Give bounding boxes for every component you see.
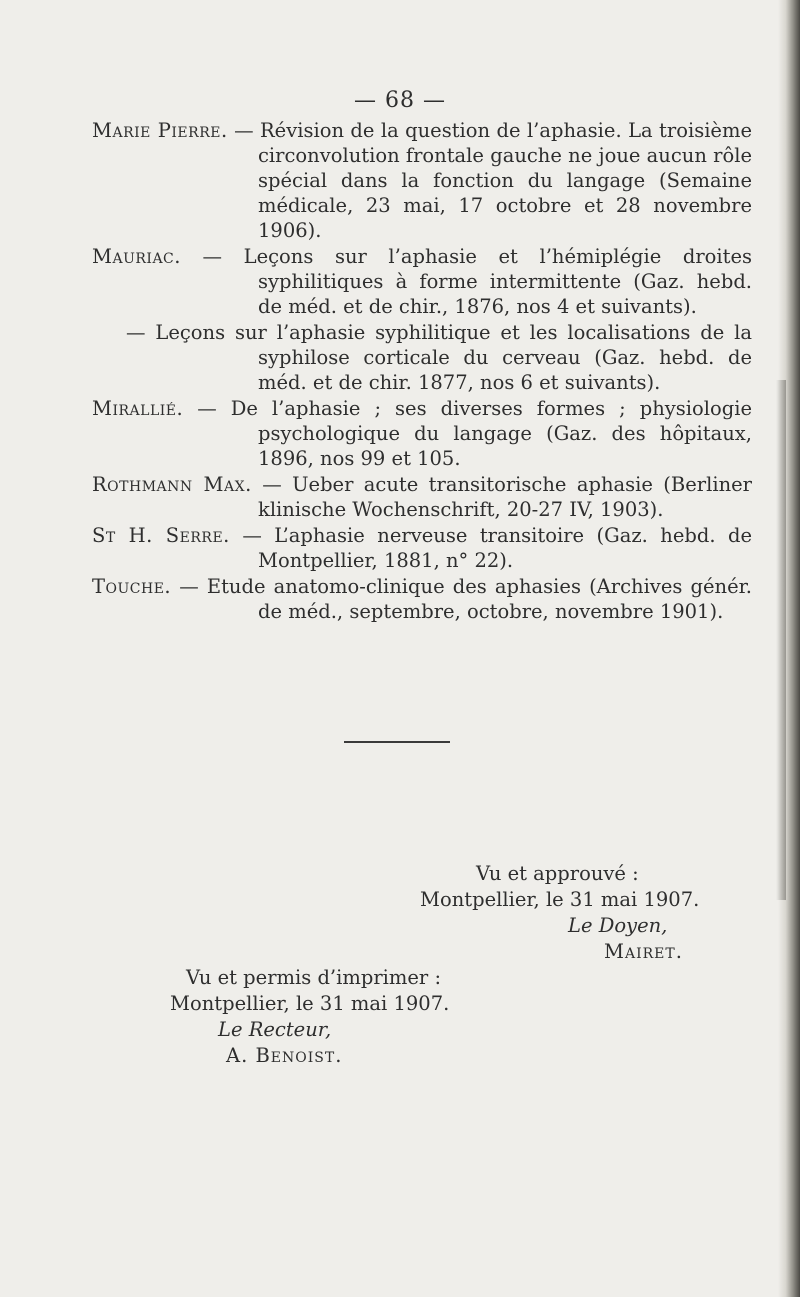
bibliography-entry <box>92 320 752 395</box>
bibliography-list <box>92 118 752 625</box>
entry-text: — L’aphasie nerveuse transitoire (Gaz. hebd. de Montpellier, 1881, n° 22). <box>229 524 752 572</box>
bibliography-entry <box>92 472 752 522</box>
entry-text: — Ueber acute transitorische aphasie (Berliner klinische Wochenschrift, 20-27 IV, 1903). <box>251 473 752 521</box>
entry-text: — Leçons sur l’aphasie syphilitique et les localisations de la syphilose corticale du cerveau (Gaz. hebd. de méd. et de chir. 1877, nos 6 et suivants). <box>126 321 752 394</box>
approval-signatory: Mairet. <box>604 940 683 963</box>
bibliography-entry <box>92 574 752 624</box>
entry-author: Marie Pierre. <box>92 119 228 142</box>
entry-author: Mirallié. <box>92 397 184 420</box>
bibliography-entry <box>92 118 752 243</box>
permission-signatory: A. Benoist. <box>226 1044 343 1067</box>
entry-text: — Révision de la question de l’aphasie. La troisième circonvolution frontale gauche ne joue aucun rôle spécial dans la fonction du langage (Semaine médicale, 23 mai, 17 octobre et 28 novembre 1906). <box>227 119 753 242</box>
permission-line: Vu et permis d’imprimer : <box>186 966 442 989</box>
entry-author: Rothmann Max. <box>92 473 252 496</box>
entry-text: — De l’aphasie ; ses diverses formes ; physiologie psychologique du langage (Gaz. des hôpitaux, 1896, nos 99 et 105. <box>183 397 752 470</box>
bibliography-entry <box>92 523 752 573</box>
section-divider <box>344 741 450 743</box>
approval-title: Le Doyen, <box>568 914 668 937</box>
page-edge-shadow-inner <box>776 380 786 900</box>
approval-line: Montpellier, le 31 mai 1907. <box>420 888 700 911</box>
bibliography-entry <box>92 244 752 319</box>
entry-author: St H. Serre. <box>92 524 230 547</box>
approval-line: Vu et approuvé : <box>476 862 639 885</box>
entry-author: Mauriac. <box>92 245 181 268</box>
permission-title: Le Recteur, <box>218 1018 332 1041</box>
entry-author: Touche. <box>92 575 172 598</box>
entry-text: — Leçons sur l’aphasie et l’hémiplégie droites syphilitiques à forme intermittente (Gaz. hebd. de méd. et de chir., 1876, nos 4 et suivants). <box>180 245 752 318</box>
page-number: — 68 — <box>354 88 446 113</box>
permission-line: Montpellier, le 31 mai 1907. <box>170 992 450 1015</box>
entry-text: — Etude anatomo-clinique des aphasies (Archives génér. de méd., septembre, octobre, novembre 1901). <box>171 575 752 623</box>
bibliography-entry <box>92 396 752 471</box>
